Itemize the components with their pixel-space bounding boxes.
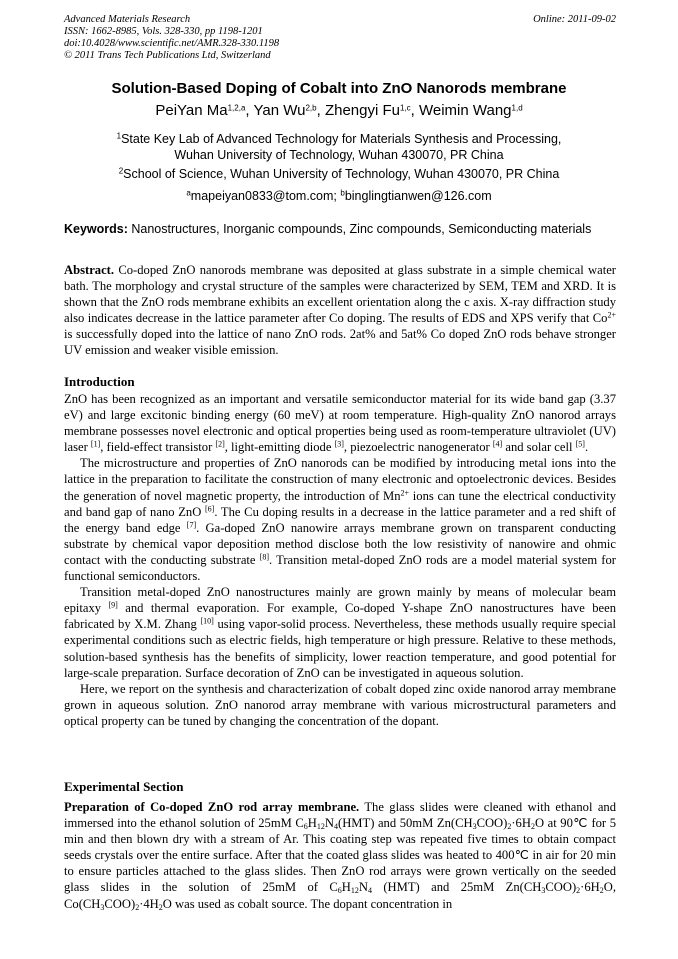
subscript: 6 <box>337 886 342 896</box>
text: N <box>324 816 335 831</box>
text: . Ga-doped ZnO nanowire arrays membrane grown on transparent conducting substrate by chemical vapor deposition method disclose both the low resistivity of nanowire and ohmic contact with the conducting substrate <box>64 520 616 567</box>
affiliation-text: Wuhan University of Technology, Wuhan 430070, PR China <box>174 148 504 162</box>
author-list <box>0 102 678 119</box>
subscript: 3 <box>472 822 477 832</box>
author-name: Yan Wu <box>253 102 306 119</box>
introduction-body <box>64 391 616 729</box>
affiliation-text: School of Science, Wuhan University of Technology, Wuhan 430070, PR China <box>123 167 560 181</box>
text: COO) <box>104 896 136 911</box>
text: The microstructure and properties of ZnO nanorods can be modified by introducing metal ions into the lattice in the preparation to facilitate the construction of many electronic and optoelectronic devices. Besides the generation of novel magnetic property, the introduction of Mn <box>64 456 616 503</box>
experimental-body <box>64 799 616 912</box>
affiliation-marker: 2 <box>118 166 124 176</box>
citation[interactable]: [2] <box>215 439 225 449</box>
citation[interactable]: [4] <box>492 439 503 449</box>
section-heading-introduction: Introduction <box>64 374 135 389</box>
text: ions can tune the electrical conductivity and band gap of nano ZnO <box>64 488 616 519</box>
affiliation-1 <box>0 131 678 163</box>
subscript: 2 <box>135 902 140 912</box>
text: O at 90℃ for 5 min and then blown dry with a stream of Ar. This coating step was repeated five times to obtain compact seeds crystals over the entire surface. After that the coated glass slides was heated to 400℃ in air for 20 min to ensure particles attached to the glass slides. Then ZnO rod arrays were grown vertically on the seeded glass slides in the solution of 25mM of C <box>64 816 616 895</box>
subscript: 6 <box>303 822 308 832</box>
abstract-text: is successfully doped into the lattice of nano ZnO rods. 2at% and 5at% Co doped ZnO rods behave stronger UV emission and weaker visible emission. <box>64 327 616 358</box>
citation[interactable]: [7] <box>186 520 197 530</box>
text: (HMT) and 50mM Zn(CH <box>338 816 473 831</box>
citation[interactable]: [5] <box>575 439 585 449</box>
text: ·6H <box>511 816 531 831</box>
citation[interactable]: [1] <box>90 439 101 449</box>
author-emails <box>0 188 678 204</box>
text: The glass slides were cleaned with ethanol and immersed into the ethanol solution of 25mM C <box>64 800 616 831</box>
author-affiliation-marker: 1,d <box>511 103 523 113</box>
text: using vapor-solid process. Nevertheless, these methods usually require special experimental conditions such as electric fields, high temperature or high pressure. Relative to these methods, solution-based synthesis has the benefits of simplicity, lower reaction temperature, and good potential for large-scale preparation. Surface decoration of ZnO can be investigated in aqueous solution. <box>64 617 616 680</box>
keywords-text: Nanostructures, Inorganic compounds, Zinc compounds, Semiconducting materials <box>127 222 592 236</box>
text: and solar cell <box>502 440 576 455</box>
author-separator: , <box>410 102 419 119</box>
online-date: Online: 2011-09-02 <box>533 14 616 25</box>
doi-line: doi:10.4028/www.scientific.net/AMR.328-330.1198 <box>64 38 280 49</box>
text: Transition metal-doped ZnO nanostructures mainly are grown mainly by means of molecular beam epitaxy <box>64 585 616 616</box>
paragraph: Here, we report on the synthesis and characterization of cobalt doped zinc oxide nanorod array membrane grown in aqueous solution. ZnO nanorod array membrane with various microstructural parameters and optical property can be tuned by changing the concentration of the dopant. <box>64 681 616 728</box>
abstract-label: Abstract. <box>64 263 115 277</box>
text: ZnO has been recognized as an important and versatile semiconductor material for its wide band gap (3.37 eV) and large excitonic binding energy (60 meV) at room temperature. High-quality ZnO nanorod arrays membrane possesses novel electronic and optical properties being used as room-temperature ultraviolet (UV) laser <box>64 392 616 455</box>
text: O, Co(CH <box>64 880 616 911</box>
text: O was used as cobalt source. The dopant concentration in <box>162 896 453 911</box>
text: , piezoelectric nanogenerator <box>343 440 493 455</box>
author-name: Weimin Wang <box>419 102 512 119</box>
citation[interactable]: [3] <box>334 439 344 449</box>
subscript: 2 <box>158 902 163 912</box>
paragraph <box>64 799 616 912</box>
email-address[interactable]: mapeiyan0833@tom.com; <box>190 189 341 203</box>
subscript: 2 <box>507 822 512 832</box>
text: and thermal evaporation. For example, Co-doped Y-shape ZnO nanostructures have been fabricated by X.M. Zhang <box>64 601 617 632</box>
superscript: 2+ <box>400 488 410 498</box>
text: N <box>358 880 368 895</box>
paragraph <box>64 391 616 455</box>
affiliation-marker: 1 <box>116 131 122 141</box>
subsection-heading: Preparation of Co-doped ZnO rod array membrane. <box>64 800 360 814</box>
subscript: 4 <box>367 886 372 896</box>
journal-name: Advanced Materials Research <box>64 14 191 25</box>
text: . <box>584 440 589 455</box>
email-marker: a <box>186 188 191 198</box>
text: COO) <box>476 816 508 831</box>
citation[interactable]: [9] <box>108 600 118 610</box>
author-affiliation-marker: 1,2,a <box>227 103 246 113</box>
keywords <box>64 222 616 236</box>
subscript: 3 <box>541 886 546 896</box>
email-marker: b <box>340 188 345 198</box>
text: H <box>307 816 317 831</box>
subscript: 3 <box>100 902 105 912</box>
author-affiliation-marker: 1,c <box>399 103 411 113</box>
journal-header <box>64 14 616 62</box>
paragraph <box>64 455 616 584</box>
superscript: 2+ <box>607 310 616 320</box>
text: ·4H <box>139 896 159 911</box>
affiliation-2 <box>0 166 678 182</box>
author-separator: , <box>316 102 325 119</box>
text: ·6H <box>580 880 600 895</box>
subscript: 2 <box>599 886 604 896</box>
subscript: 12 <box>350 886 359 896</box>
author-affiliation-marker: 2,b <box>305 103 317 113</box>
citation[interactable]: [8] <box>259 552 270 562</box>
citation[interactable]: [10] <box>200 616 214 626</box>
author-name: Zhengyi Fu <box>324 102 400 119</box>
email-address[interactable]: binglingtianwen@126.com <box>344 189 492 203</box>
text: (HMT) and 25mM Zn(CH <box>371 880 542 895</box>
affiliation-text: State Key Lab of Advanced Technology for Materials Synthesis and Processing, <box>121 132 562 146</box>
abstract <box>64 262 616 359</box>
citation[interactable]: [6] <box>204 504 215 514</box>
text: , light-emitting diode <box>224 440 335 455</box>
keywords-label: Keywords: <box>64 222 128 236</box>
paragraph <box>64 584 616 681</box>
subscript: 12 <box>316 822 325 832</box>
text: COO) <box>545 880 577 895</box>
issn-line: ISSN: 1662-8985, Vols. 328-330, pp 1198-1201 <box>64 26 263 37</box>
subscript: 4 <box>334 822 339 832</box>
author-separator: , <box>245 102 254 119</box>
section-heading-experimental: Experimental Section <box>64 779 184 794</box>
text: . The Cu doping results in a decrease in the lattice parameter and a red shift of the energy band edge <box>64 504 616 535</box>
subscript: 2 <box>530 822 535 832</box>
abstract-text: Co-doped ZnO nanorods membrane was deposited at glass substrate in a simple chemical water bath. The morphology and crystal structure of the samples were characterized by SEM, TEM and XRD. It is shown that the ZnO rods membrane exhibits an excellent orientation along the c axis. X-ray diffraction study also indicates decrease in the lattice parameter after Co doping. The results of EDS and XPS verify that Co <box>64 263 616 326</box>
text: , field-effect transistor <box>100 440 216 455</box>
paper-title: Solution-Based Doping of Cobalt into ZnO Nanorods membrane <box>111 80 567 97</box>
author-name: PeiYan Ma <box>155 102 228 119</box>
subscript: 2 <box>576 886 581 896</box>
text: . Transition metal-doped ZnO rods are a model material system for functional semiconductors. <box>64 552 616 584</box>
text: H <box>341 880 351 895</box>
copyright-line: © 2011 Trans Tech Publications Ltd, Switzerland <box>64 50 271 61</box>
